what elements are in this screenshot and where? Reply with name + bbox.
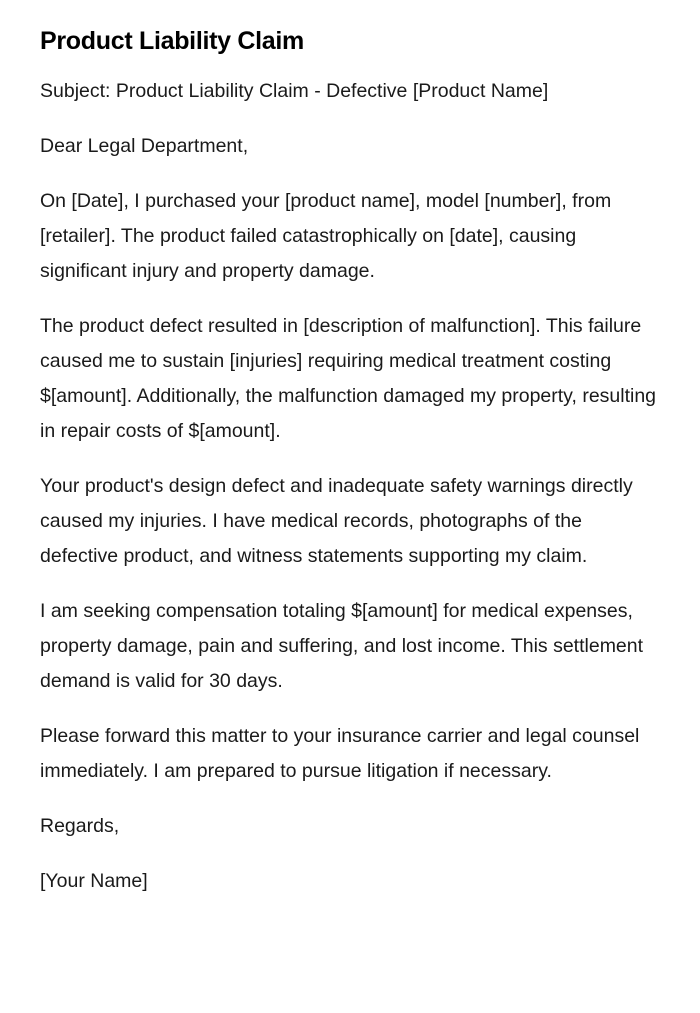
- body-paragraph-compensation: I am seeking compensation totaling $[amount] for medical expenses, property damage, pain and suffering, and lost income. This settlement demand is valid for 30 days.: [40, 600, 644, 692]
- body-paragraph-evidence: Your product's design defect and inadequate safety warnings directly caused my injuries. I have medical records, photographs of the defective product, and witness statements supporting my claim.: [40, 475, 633, 567]
- closing: Regards,: [40, 815, 120, 837]
- document-title: Product Liability Claim: [40, 27, 304, 55]
- salutation: Dear Legal Department,: [40, 135, 249, 157]
- body-paragraph-forwarding: Please forward this matter to your insurance carrier and legal counsel immediately. I am prepared to pursue litigation if necessary.: [40, 725, 640, 782]
- subject-line: Subject: Product Liability Claim - Defective [Product Name]: [40, 80, 549, 102]
- signature: [Your Name]: [40, 870, 148, 892]
- body-paragraph-purchase: On [Date], I purchased your [product name], model [number], from [retailer]. The product failed catastrophically on [date], causing significant injury and property damage.: [40, 190, 612, 282]
- body-paragraph-defect: The product defect resulted in [description of malfunction]. This failure caused me to sustain [injuries] requiring medical treatment costing $[amount]. Additionally, the malfunction damaged my property, resulting in repair costs of $[amount].: [40, 315, 657, 442]
